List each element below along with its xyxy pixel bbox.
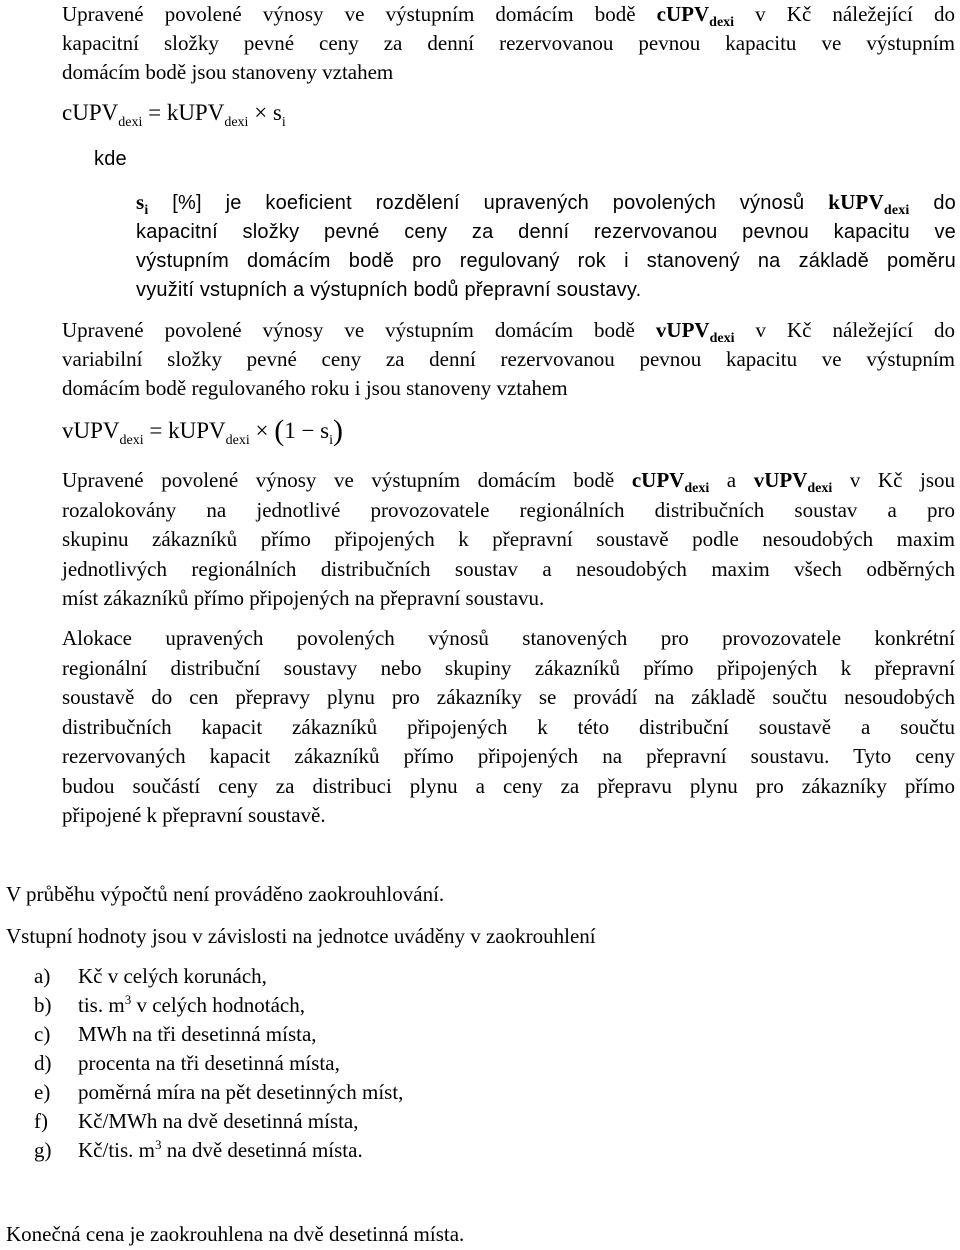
list-item: d) procenta na tři desetinná místa, bbox=[34, 1051, 340, 1075]
list-item: a) Kč v celých korunách, bbox=[34, 964, 267, 988]
list-item: b) tis. $m^3$ v celých hodnotách, bbox=[34, 992, 305, 1017]
final-rounding-note: Konečná cena je zaokrouhlena na dvě desetinná místa. bbox=[6, 1222, 465, 1246]
rounding-list bbox=[0, 964, 960, 1164]
paragraph-allocation-method: Alokace upravených povolených výnosů stanovených pro provozovatele konkrétní regionální distribuční soustavy nebo skupiny zákazníků přímo připojených k přepravní soustavě do cen přepravy plynu pro zákazníky se provádí na základě součtu nesoudobých distribučních kapacit zákazníků připojených k této distribuční soustavě a součtu rezervovaných kapacit zákazníků přímo připojených na přepravní soustavu. Tyto ceny budou součástí ceny za distribuci plynu a ceny za přepravu plynu pro zákazníky přímo připojené k přepravní soustavě. bbox=[62, 626, 955, 827]
rounding-intro: Vstupní hodnoty jsou v závislosti na jednotce uváděny v zaokrouhlení bbox=[6, 924, 596, 948]
symbol-kupv: kUPV bbox=[828, 190, 884, 214]
paragraph-cupv-intro: Upravené povolené výnosy ve výstupním domácím bodě cUPV$_{dexi}$ v Kč náležející do kapacitní složky pevné ceny za denní rezervovanou pevnou kapacitu ve výstupním domácím bodě jsou stanoveny vztahem bbox=[62, 2, 956, 84]
symbol-si: $s_i$ bbox=[136, 190, 149, 218]
formula-vupv: vUPV$_{dexi}$ = kUPV$_{dexi}$ × $(1 - s_i)$ bbox=[62, 414, 344, 448]
symbol-vupv: vUPV bbox=[655, 318, 710, 342]
symbol-cupv: cUPV bbox=[656, 2, 710, 26]
paragraph-allocation: Upravené povolené výnosy ve výstupním domácím bodě cUPV$_{dexi}$ a vUPV$_{dexi}$ v Kč jsou rozalokovány na jednotlivé provozovatele regionálních distribučních soustav a pro skupinu zákazníků přímo připojených k přepravní soustavě podle nesoudobých maxim jednotlivých regionálních distribučních soustav a nesoudobých maxim všech odběrných míst zákazníků přímo připojených na přepravní soustavu. bbox=[62, 468, 956, 610]
no-rounding-note: V průběhu výpočtů není prováděno zaokrouhlování. bbox=[6, 882, 445, 906]
formula-cupv: cUPV$_{dexi}$ = kUPV$_{dexi}$ × $s_i$ bbox=[62, 100, 286, 130]
paragraph-vupv-intro: Upravené povolené výnosy ve výstupním domácím bodě vUPV$_{dexi}$ v Kč náležející do variabilní složky pevné ceny za denní rezervovanou pevnou kapacitu ve výstupním domácím bodě regulovaného roku i jsou stanoveny vztahem bbox=[62, 318, 955, 400]
kde-label: kde bbox=[94, 148, 127, 170]
list-item: g) Kč/tis. $m^3$ na dvě desetinná místa. bbox=[34, 1137, 363, 1162]
list-item: e) poměrná míra na pět desetinných míst, bbox=[34, 1080, 404, 1104]
definition-si: $s_i$ [%] je koeficient rozdělení upravených povolených výnosů kUPV$_{dexi}$ do kapacitní složky pevné ceny za denní rezervovanou pevnou kapacitu ve výstupním domácím bodě pro regulovaný rok i stanovený na základě poměru využití vstupních a výstupních bodů přepravní soustavy. bbox=[136, 190, 956, 301]
list-item: c) MWh na tři desetinná místa, bbox=[34, 1022, 317, 1046]
list-item: f) Kč/MWh na dvě desetinná místa, bbox=[34, 1109, 359, 1133]
